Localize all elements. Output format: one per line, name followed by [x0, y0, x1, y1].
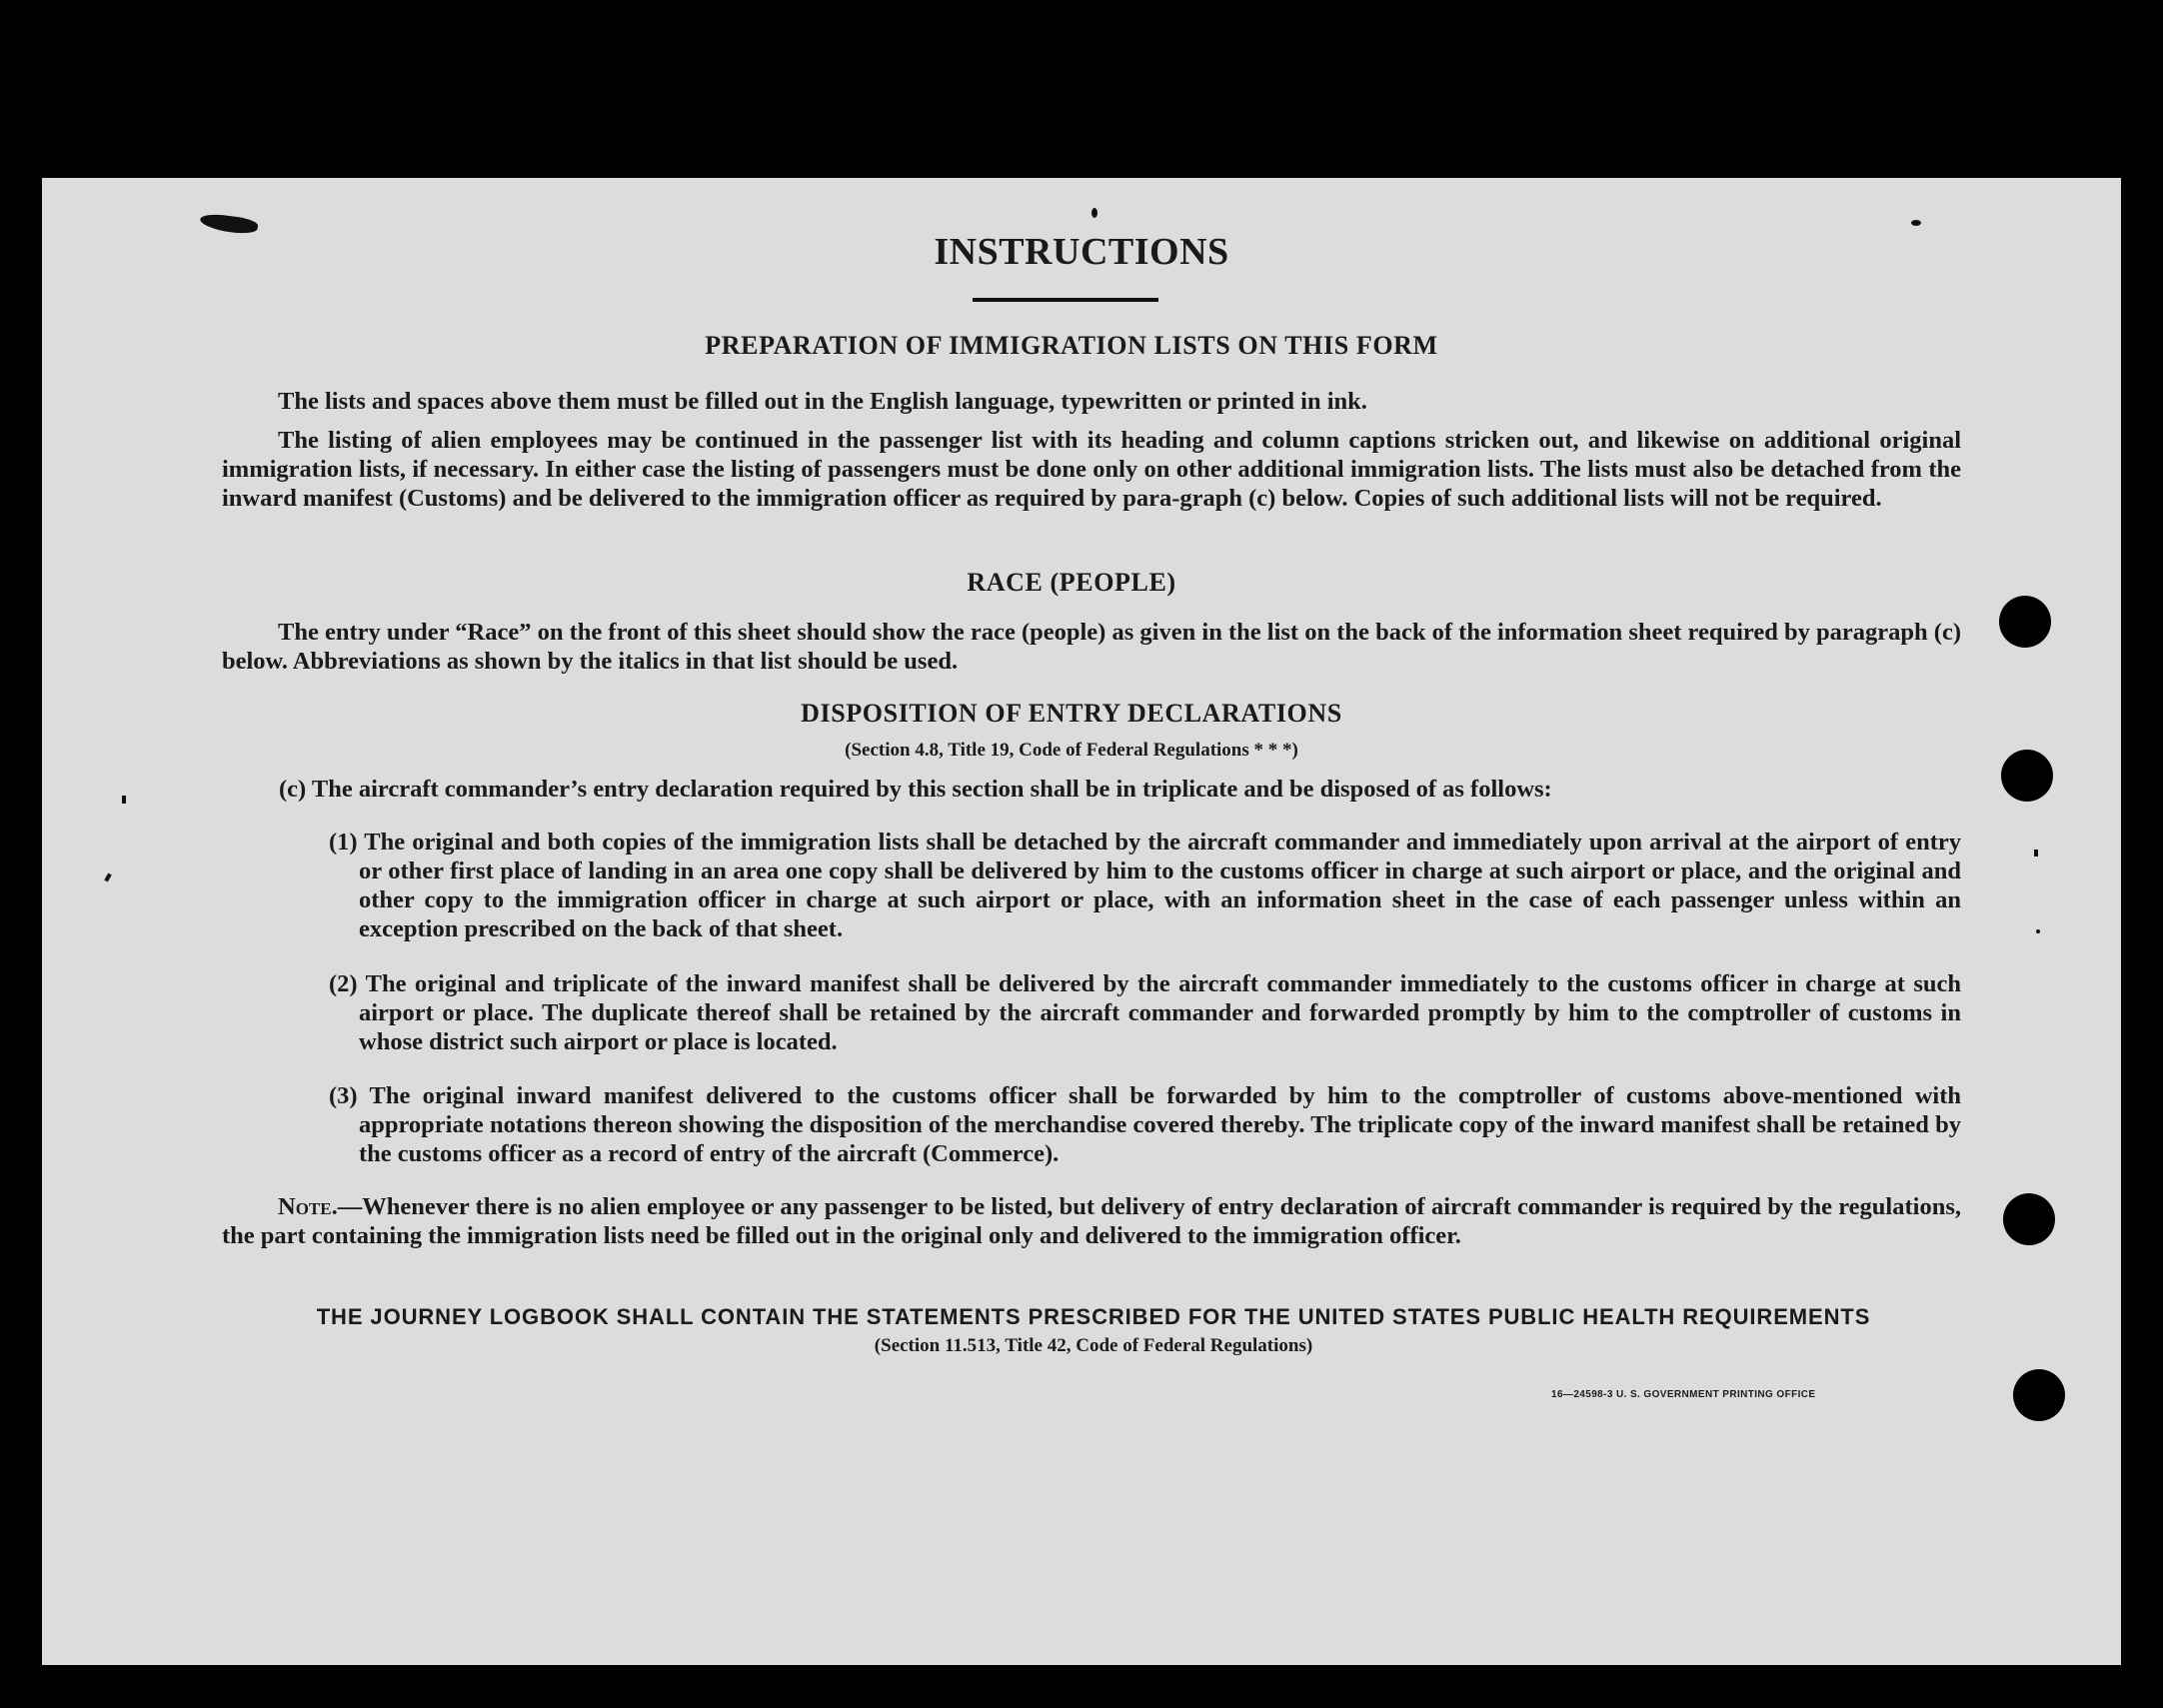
ink-speck [2036, 929, 2040, 933]
heading-preparation: PREPARATION OF IMMIGRATION LISTS ON THIS FORM [705, 331, 1438, 360]
disposition-item-3-text: (3) The original inward manifest delivered to the customs officer shall be forwarded by him to the comptroller of customs above-mentioned with appropriate notations thereon showing the disposition of the merchandise covered thereby. The triplicate copy of the inward manifest shall be retained by the customs officer as a record of entry of the aircraft (Commerce). [329, 1082, 1961, 1167]
page-title: INSTRUCTIONS [934, 231, 1229, 273]
ink-speck [1911, 220, 1921, 226]
disposition-item-1 [329, 828, 1961, 943]
note-label: Note. [278, 1193, 338, 1220]
disposition-item-3 [329, 1081, 1961, 1168]
punch-hole [2013, 1369, 2065, 1421]
form-sheet [42, 178, 2121, 1665]
note-text: —Whenever there is no alien employee or any passenger to be listed, but delivery of entry declaration of aircraft commander is required by the regulations, the part containing the immigration lists need be filled out in the original only and delivered to the immigration officer. [222, 1193, 1961, 1249]
heading-disposition: DISPOSITION OF ENTRY DECLARATIONS [801, 699, 1342, 728]
ink-speck [104, 873, 111, 882]
disposition-item-1-text: (1) The original and both copies of the immigration lists shall be detached by the aircraft commander and immediately upon arrival at the airport of entry or other first place of landing in an area one copy shall be delivered by him to the customs officer in charge at such airport or place, and the original and other copy to the immigration officer in charge at such airport or place, with an information sheet in the case of each passenger unless within an exception prescribed on the back of that sheet. [329, 829, 1961, 942]
printing-office-imprint: 16—24598-3 U. S. GOVERNMENT PRINTING OFFICE [1551, 1389, 1816, 1400]
ink-speck [122, 796, 126, 804]
logbook-statement: THE JOURNEY LOGBOOK SHALL CONTAIN THE STATEMENTS PRESCRIBED FOR THE UNITED STATES PUBLIC HEALTH REQUIREMENTS [316, 1304, 1871, 1329]
ink-speck [2034, 850, 2038, 856]
punch-hole [2003, 1193, 2055, 1245]
title-rule [973, 298, 1158, 302]
disposition-citation: (Section 4.8, Title 19, Code of Federal Regulations * * *) [845, 740, 1298, 761]
logbook-citation: (Section 11.513, Title 42, Code of Federal Regulations) [874, 1335, 1313, 1356]
disposition-item-2-text: (2) The original and triplicate of the inward manifest shall be delivered by the aircraft commander immediately to the customs officer in charge at such airport or place. The duplicate thereof shall be retained by the aircraft commander and forwarded promptly by him to the comptroller of customs in whose district such airport or place is located. [329, 970, 1961, 1055]
race-paragraph: The entry under “Race” on the front of this sheet should show the race (people) as given in the list on the back of the information sheet required by paragraph (c) below. Abbreviations as shown by the italics in that list should be used. [222, 619, 1961, 675]
disposition-intro: (c) The aircraft commander’s entry declaration required by this section shall be in triplicate and be disposed of as follows: [279, 776, 1552, 803]
note-paragraph [222, 1192, 1961, 1250]
prep-paragraph-2: The listing of alien employees may be continued in the passenger list with its heading and column captions stricken out, and likewise on additional original immigration lists, if necessary. In either case the listing of passengers must be done only on other additional immigration lists. The lists must also be detached from the inward manifest (Customs) and be delivered to the immigration officer as required by para-graph (c) below. Copies of such additional lists will not be required. [222, 427, 1961, 512]
prep-paragraph-1: The lists and spaces above them must be filled out in the English language, typewritten or printed in ink. [278, 388, 1367, 415]
punch-hole [1999, 596, 2051, 648]
disposition-item-2 [329, 969, 1961, 1056]
ink-speck [1091, 208, 1097, 218]
heading-race: RACE (PEOPLE) [967, 568, 1176, 597]
